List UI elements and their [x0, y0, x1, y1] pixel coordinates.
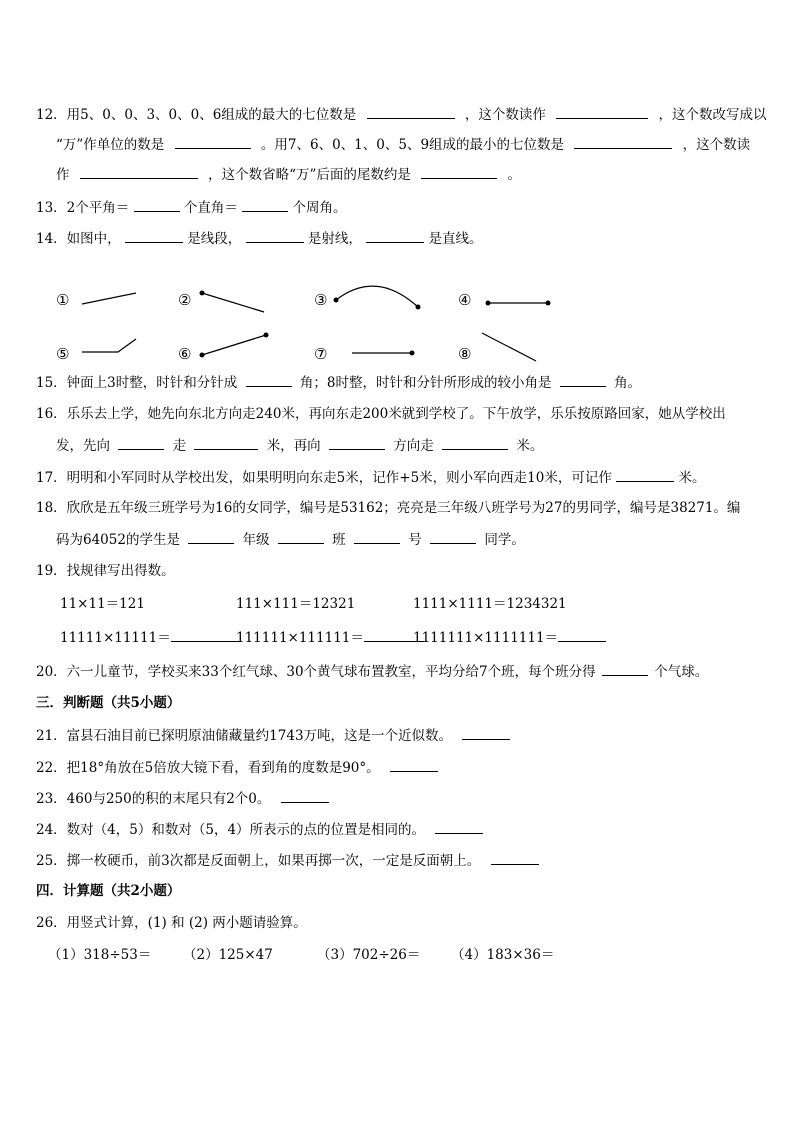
q13-text: 13．2个平角＝ [36, 200, 130, 216]
q15-text: 15．钟面上3时整，时针和分针成 [36, 375, 238, 391]
question-24 [36, 820, 483, 839]
answer-blank[interactable] [442, 436, 508, 450]
question-16-line-2 [56, 436, 543, 455]
q16-text: 米，再向 [266, 438, 321, 454]
answer-blank[interactable] [491, 851, 539, 865]
section-4-heading: 四．计算题（共2小题） [36, 883, 181, 899]
pattern-expression: 111111×111111＝ [236, 630, 364, 646]
answer-blank[interactable] [435, 820, 483, 834]
figure-label-1: ① [56, 291, 70, 309]
figure-line-8 [482, 333, 536, 361]
q18-text: 码为64052的学生是 [56, 532, 180, 548]
question-12-line-1 [36, 105, 767, 124]
answer-blank[interactable] [281, 789, 329, 803]
pattern-question-5 [236, 628, 424, 647]
q24-text: 24．数对（4，5）和数对（5，4）所表示的点的位置是相同的。 [36, 822, 426, 838]
answer-blank[interactable] [462, 726, 510, 740]
pattern-expression: 1111111×1111111＝ [413, 630, 559, 646]
answer-blank[interactable] [616, 468, 674, 482]
figure-label-4: ④ [458, 291, 472, 309]
figure-point [200, 353, 205, 358]
pattern-question-4 [60, 628, 241, 647]
pattern-example-1: 11×11＝121 [60, 596, 145, 612]
q12-text: 。用7、6、0、1、0、5、9组成的最小的七位数是 [260, 137, 565, 153]
q16-text: 走 [172, 438, 187, 454]
q18-text: 同学。 [484, 532, 525, 548]
q16-text: 米。 [516, 438, 544, 454]
figure-line-1 [82, 293, 136, 304]
question-12-line-3 [56, 165, 521, 184]
q20-text: 个气球。 [654, 664, 709, 680]
q17-text: 17．明明和小军同时从学校出发，如果明明向东走5米，记作+5米，则小军向西走10米，可记作 [36, 470, 612, 486]
pattern-example-2: 111×111＝12321 [236, 596, 356, 612]
q12-text: ，这个数省略“万”后面的尾数约是 [208, 167, 411, 183]
calc-problem-2: （2）125×47 [183, 947, 273, 963]
answer-blank[interactable] [194, 436, 258, 450]
answer-blank[interactable] [421, 165, 497, 179]
answer-blank[interactable] [134, 198, 180, 212]
question-12-line-2 [56, 135, 750, 154]
q16-text: 发，先向 [56, 438, 110, 454]
q12-text: 12．用5、0、0、3、0、0、6组成的最大的七位数是 [36, 107, 357, 123]
q12-text: “万”作单位的数是 [56, 137, 165, 153]
q18-text: 年级 [242, 532, 270, 548]
q22-text: 22．把18°角放在5倍放大镜下看，看到角的度数是90°。 [36, 760, 380, 776]
answer-blank[interactable] [246, 229, 304, 243]
pattern-example-3: 1111×1111＝1234321 [413, 596, 567, 612]
section-3-heading: 三．判断题（共5小题） [36, 695, 181, 711]
q18-text: 班 [332, 532, 346, 548]
answer-blank[interactable] [278, 530, 324, 544]
answer-blank[interactable] [390, 758, 438, 772]
pattern-question-6 [413, 628, 606, 647]
question-23 [36, 789, 329, 808]
q16-text: 16．乐乐去上学，她先向东北方向走240米，再向东走200米就到学校了。下午放学，乐乐按原路回家，她从学校出 [36, 406, 726, 422]
figure-point [486, 301, 491, 306]
question-22 [36, 758, 438, 777]
figure-label-7: ⑦ [314, 345, 328, 363]
answer-blank[interactable] [125, 229, 183, 243]
question-16-line-1 [36, 405, 726, 423]
figure-label-6: ⑥ [178, 345, 192, 363]
q12-text: ，这个数读作 [464, 107, 546, 123]
answer-blank[interactable] [558, 628, 606, 642]
q15-text: 角。 [614, 375, 642, 391]
question-21 [36, 726, 510, 745]
q18-text: 号 [408, 532, 422, 548]
answer-blank[interactable] [560, 373, 606, 387]
answer-blank[interactable] [366, 229, 424, 243]
lines-figure [40, 283, 600, 368]
q18-text: 18．欣欣是五年级三班学号为16的女同学，编号是53162；亮亮是三年级八班学号为27的男同学，编号是38271。编 [36, 500, 741, 516]
question-13 [36, 198, 346, 217]
answer-blank[interactable] [118, 436, 164, 450]
answer-blank[interactable] [188, 530, 234, 544]
q23-text: 23．460与250的积的末尾只有2个0。 [36, 791, 271, 807]
q14-text: 14．如图中， [36, 231, 121, 247]
answer-blank[interactable] [175, 135, 251, 149]
answer-blank[interactable] [574, 135, 672, 149]
figure-point [334, 298, 339, 303]
q12-text: ，这个数改写成以 [658, 107, 767, 123]
answer-blank[interactable] [329, 436, 385, 450]
figure-line-5 [82, 339, 136, 352]
figure-point [546, 301, 551, 306]
question-26-title: 26．用竖式计算，(1) 和 (2) 两小题请验算。 [36, 915, 307, 931]
answer-blank[interactable] [602, 662, 648, 676]
q21-text: 21．富县石油目前已探明原油储藏量约1743万吨，这是一个近似数。 [36, 728, 453, 744]
q13-text: 个周角。 [292, 200, 347, 216]
question-17 [36, 468, 705, 487]
answer-blank[interactable] [367, 105, 455, 119]
pattern-expression: 11111×11111＝ [60, 630, 171, 646]
question-15 [36, 373, 641, 392]
answer-blank[interactable] [242, 198, 288, 212]
figure-line-6 [202, 335, 266, 355]
answer-blank[interactable] [354, 530, 400, 544]
q12-text: ，这个数读 [682, 137, 751, 153]
figure-label-2: ② [178, 291, 192, 309]
q14-text: 是射线， [307, 231, 362, 247]
calc-problem-3: （3）702÷26＝ [317, 947, 421, 963]
calc-problem-4: （4）183×36＝ [451, 947, 555, 963]
q12-text: 。 [507, 167, 521, 183]
question-18-line-2 [56, 530, 525, 549]
answer-blank[interactable] [246, 373, 292, 387]
question-18-line-1 [36, 499, 740, 517]
q12-text: 作 [56, 167, 70, 183]
q14-text: 是线段， [187, 231, 242, 247]
question-14 [36, 229, 482, 248]
answer-blank[interactable] [430, 530, 476, 544]
figure-point [200, 291, 205, 296]
answer-blank[interactable] [556, 105, 648, 119]
q16-text: 方向走 [393, 438, 434, 454]
question-25 [36, 851, 539, 870]
figure-label-5: ⑤ [56, 345, 70, 363]
q13-text: 个直角＝ [183, 200, 238, 216]
figure-label-8: ⑧ [458, 345, 472, 363]
q25-text: 25．掷一枚硬币，前3次都是反面朝上，如果再掷一次，一定是反面朝上。 [36, 853, 481, 869]
figure-point [410, 351, 415, 356]
q17-text: 米。 [678, 470, 706, 486]
figure-point [416, 305, 421, 310]
question-19-title: 19．找规律写出得数。 [36, 563, 175, 579]
figure-line-2 [202, 293, 264, 312]
q20-text: 20．六一儿童节，学校买来33个红气球、30个黄气球布置教室，平均分给7个班，每个班分得 [36, 664, 596, 680]
answer-blank[interactable] [80, 165, 198, 179]
q15-text: 角；8时整，时针和分针所形成的较小角是 [299, 375, 552, 391]
figure-point [264, 333, 269, 338]
figure-curve-3 [336, 286, 418, 307]
q14-text: 是直线。 [428, 231, 483, 247]
question-20 [36, 662, 708, 681]
calc-problem-1: （1）318÷53＝ [48, 947, 152, 963]
figure-label-3: ③ [314, 291, 328, 309]
answer-blank[interactable] [171, 628, 241, 642]
